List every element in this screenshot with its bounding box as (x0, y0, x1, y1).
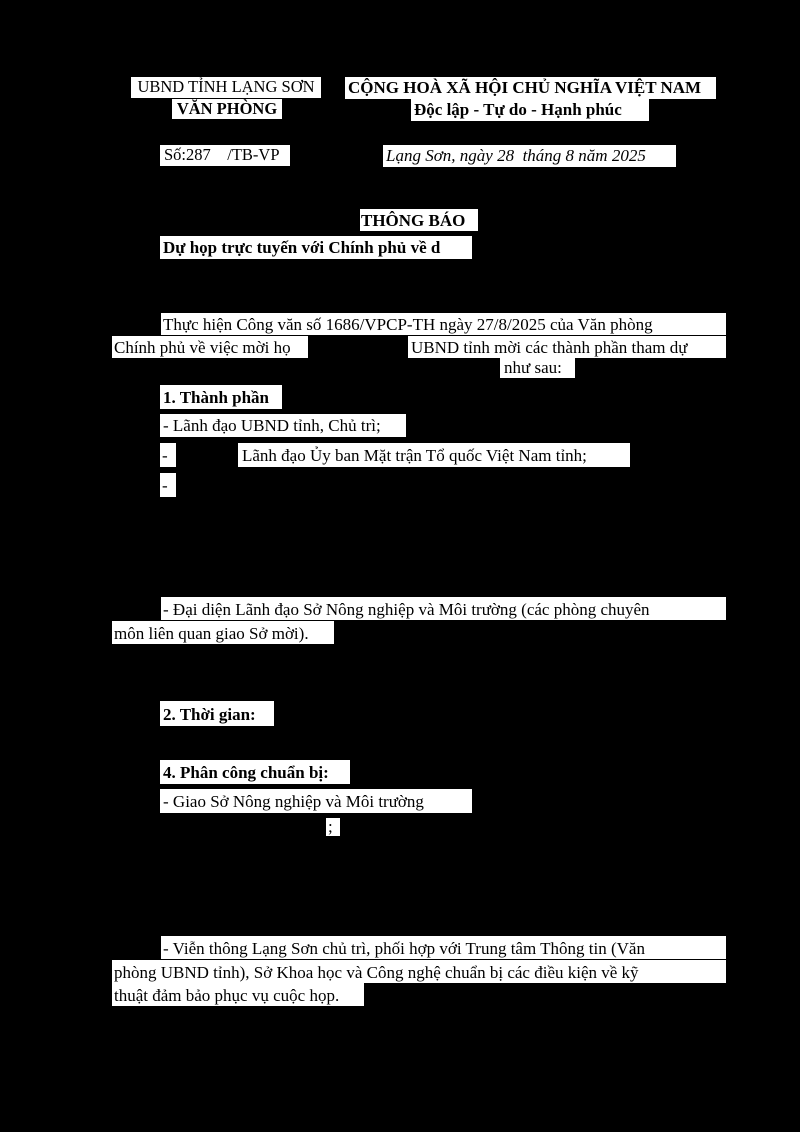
section-1-item-2-prefix: - (160, 443, 176, 467)
notice-subject: Dự họp trực tuyến với Chính phủ về d (160, 236, 472, 259)
org-line-2: VĂN PHÒNG (172, 99, 282, 119)
section-4-item-1-fragment: ; (326, 818, 340, 836)
intro-line-3-tail: như sau: (500, 358, 575, 378)
place-date: Lạng Sơn, ngày 28 tháng 8 năm 2025 (383, 145, 676, 167)
section-4-item-2-line-3: thuật đảm bảo phục vụ cuộc họp. (112, 983, 364, 1006)
document-number: Số:287 /TB-VP (160, 145, 290, 166)
section-4-item-2-line-1: - Viễn thông Lạng Sơn chủ trì, phối hợp với Trung tâm Thông tin (Văn (161, 936, 726, 959)
nation-line-1: CỘNG HOÀ XÃ HỘI CHỦ NGHĨA VIỆT NAM (345, 77, 716, 99)
org-line-1: UBND TỈNH LẠNG SƠN (131, 77, 321, 98)
notice-title: THÔNG BÁO (360, 209, 478, 231)
section-1-item-4-line-2: môn liên quan giao Sở mời). (112, 621, 334, 644)
nation-line-2: Độc lập - Tự do - Hạnh phúc (411, 99, 649, 121)
section-4-item-1: - Giao Sở Nông nghiệp và Môi trường (160, 789, 472, 813)
section-1-item-2: Lãnh đạo Ủy ban Mặt trận Tổ quốc Việt Nam tỉnh; (238, 443, 630, 467)
section-1-item-3-prefix: - (160, 473, 176, 497)
intro-line-2a: Chính phủ về việc mời họ (112, 336, 308, 358)
intro-line-1: Thực hiện Công văn số 1686/VPCP-TH ngày 27/8/2025 của Văn phòng (161, 313, 726, 335)
section-2-heading: 2. Thời gian: (160, 701, 274, 726)
section-1-item-4-line-1: - Đại diện Lãnh đạo Sở Nông nghiệp và Môi trường (các phòng chuyên (161, 597, 726, 620)
intro-line-2b: UBND tỉnh mời các thành phần tham dự (408, 336, 726, 358)
section-4-heading: 4. Phân công chuẩn bị: (160, 760, 350, 784)
section-1-item-1: - Lãnh đạo UBND tỉnh, Chủ trì; (160, 414, 406, 437)
section-4-item-2-line-2: phòng UBND tỉnh), Sở Khoa học và Công nghệ chuẩn bị các điều kiện về kỹ (112, 960, 726, 983)
section-1-heading: 1. Thành phần (160, 385, 282, 409)
